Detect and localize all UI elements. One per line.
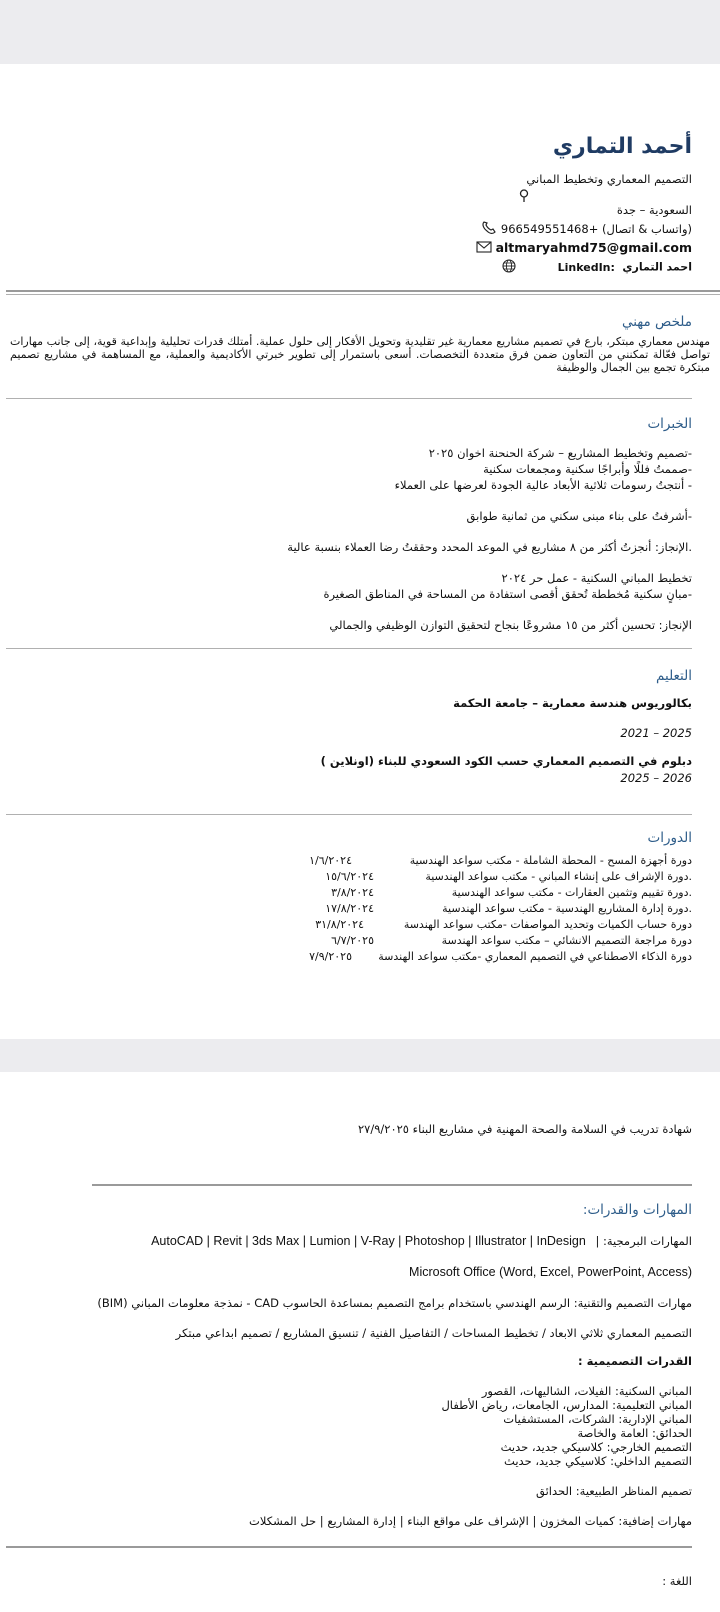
course-item [0,902,692,916]
experience-line: -صممتُ فللًا وأبراجًا سكنية ومجمعات سكنية [483,462,692,476]
linkedin-name[interactable]: احمد التماري [622,260,692,274]
course-item [0,854,692,868]
extra-skills: مهارات إضافية: كميات المخزون | الإشراف على مواقع البناء | إدارة المشاريع | حل المشكلات [249,1514,692,1528]
course-title: دورة أجهزة المسح - المحطة الشاملة - مكتب سواعد الهندسية [409,854,692,867]
experience-line: -مبانٍ سكنية مُخططة تُحقق أقصى استفادة من المساحة في المناطق الصغيرة [323,587,692,601]
divider [6,290,720,292]
divider [6,1546,692,1548]
courses-heading: الدورات [647,830,692,846]
software-list: AutoCAD | Revit | 3ds Max | Lumion | V-Ray | Photoshop | Illustrator | InDesign [151,1234,586,1248]
course-date: ١٧/٨/٢٠٢٤ [325,902,374,915]
candidate-name: أحمد التماري [552,134,692,159]
email-address[interactable]: altmaryahmd75@gmail.com [495,240,692,255]
header-subtitle: التصميم المعماري وتخطيط المباني [526,172,692,186]
abilities-heading: القدرات التصميمية : [578,1354,692,1368]
education-years: 2021 – 2025 [620,726,692,740]
globe-icon [502,259,516,276]
summary-heading: ملخص مهني [621,314,692,330]
course-item [0,934,692,948]
resume-page-2 [0,1072,720,1612]
envelope-icon [476,241,492,256]
ability-item: المباني السكنية: الفيلات، الشاليهات، القصور [481,1384,692,1398]
education-degree: بكالوريوس هندسة معمارية – جامعة الحكمة [453,696,692,710]
course-title: دورة الذكاء الاصطناعي في التصميم المعماري -مكتب سواعد الهندسة [378,950,692,963]
software-skills-row [151,1234,692,1248]
summary-text: مهندس معماري مبتكر، بارع في تصميم مشاريع معمارية غير تقليدية وتحويل الأفكار إلى حلول عملية. أمتلك قدرات تحليلية وإبداعية قوية، إلى جانب مهارات تواصل فعّالة تمكنني من التعاون ضمن فرق متعددة التخصصات. أسعى باستمرار إلى تطوير خبرتي الأكاديمية والعملية، مع المساهمة في مشاريع تصميم مبتكرة تجمع بين الجمال والوظيفة [10,335,710,374]
linkedin-label: LinkedIn: [557,260,615,274]
course-title: .دورة إدارة المشاريع الهندسية - مكتب سواعد الهندسية [442,902,692,915]
experience-line: -أشرفتُ على بناء مبنى سكني من ثمانية طوابق [466,509,692,523]
course-item [0,870,692,884]
course-title: دورة مراجعة التصميم الانشائي – مكتب سواعد الهندسة [441,934,692,947]
divider [92,1184,692,1186]
header-location: السعودية – جدة [616,203,692,217]
software-label: المهارات البرمجية: | [595,1234,692,1248]
design-skills-line: التصميم المعماري ثلاثي الابعاد / تخطيط المساحات / التفاصيل الفنية / تنسيق المشاريع / تصميم ابداعي مبتكر [175,1326,692,1340]
course-date: ٣١/٨/٢٠٢٤ [315,918,364,931]
resume-page-1 [0,64,720,1039]
design-tech-skills: مهارات التصميم والتقنية: الرسم الهندسي باستخدام برامج التصميم بمساعدة الحاسوب CAD - نمذجة معلومات المباني (BIM) [97,1296,692,1310]
experience-heading: الخبرات [647,416,692,432]
divider [6,398,692,399]
course-item [0,918,692,932]
course-item [0,950,692,964]
language-heading: اللغة : [662,1574,692,1588]
phone-row [481,221,692,238]
landscape-skills: تصميم المناظر الطبيعية: الحدائق [535,1484,692,1498]
experience-line: -تصميم وتخطيط المشاريع – شركة الحنحنة اخوان ٢٠٢٥ [428,446,692,460]
course-title: .دورة تقييم وتثمين العقارات - مكتب سواعد الهندسية [451,886,692,899]
skills-heading: المهارات والقدرات: [582,1202,692,1218]
experience-line: .الإنجاز: أنجزتُ أكثر من ٨ مشاريع في الموعد المحدد وحققتُ رضا العملاء بنسبة عالية [287,540,692,554]
location-pin-icon [518,188,530,202]
email-row [476,240,692,256]
phone-icon [481,221,497,238]
office-skills: Microsoft Office (Word, Excel, PowerPoint, Access) [409,1265,692,1279]
course-title: دورة حساب الكميات وتحديد المواصفات -مكتب سواعد الهندسة [403,918,692,931]
education-diploma: دبلوم في التصميم المعماري حسب الكود السعودي للبناء (اونلاين ) [320,754,692,768]
experience-line: الإنجاز: تحسين أكثر من ١٥ مشروعًا بنجاح لتحقيق التوازن الوظيفي والجمالي [329,618,692,632]
course-item [0,886,692,900]
education-heading: التعليم [656,668,692,684]
course-date: ٦/٧/٢٠٢٥ [331,934,374,947]
course-date: ١/٦/٢٠٢٤ [309,854,352,867]
divider [6,648,692,649]
certificate-line: شهادة تدريب في السلامة والصحة المهنية في مشاريع البناء ٢٧/٩/٢٠٢٥ [358,1122,692,1136]
course-date: ٧/٩/٢٠٢٥ [309,950,352,963]
experience-line: - أنتجتُ رسومات ثلاثية الأبعاد عالية الجودة لعرضها على العملاء [394,478,692,492]
ability-item: المباني التعليمية: المدارس، الجامعات، رياض الأطفال [441,1398,692,1412]
education-years: 2025 – 2026 [620,771,692,785]
ability-item: الحدائق: العامة والخاصة [577,1426,692,1440]
divider [6,814,692,815]
experience-line: تخطيط المباني السكنية - عمل حر ٢٠٢٤ [501,571,692,585]
course-title: .دورة الإشراف على إنشاء المباني - مكتب سواعد الهندسية [425,870,692,883]
linkedin-row [502,259,692,276]
course-date: ٣/٨/٢٠٢٤ [331,886,374,899]
ability-item: التصميم الداخلي: كلاسيكي جديد، حديث [504,1454,692,1468]
phone-number[interactable]: (واتساب & اتصال) +966549551468 [500,222,692,236]
course-date: ١٥/٦/٢٠٢٤ [325,870,374,883]
ability-item: التصميم الخارجي: كلاسيكي جديد، حديث [500,1440,692,1454]
ability-item: المباني الإدارية: الشركات، المستشفيات [503,1412,692,1426]
divider [6,294,720,295]
